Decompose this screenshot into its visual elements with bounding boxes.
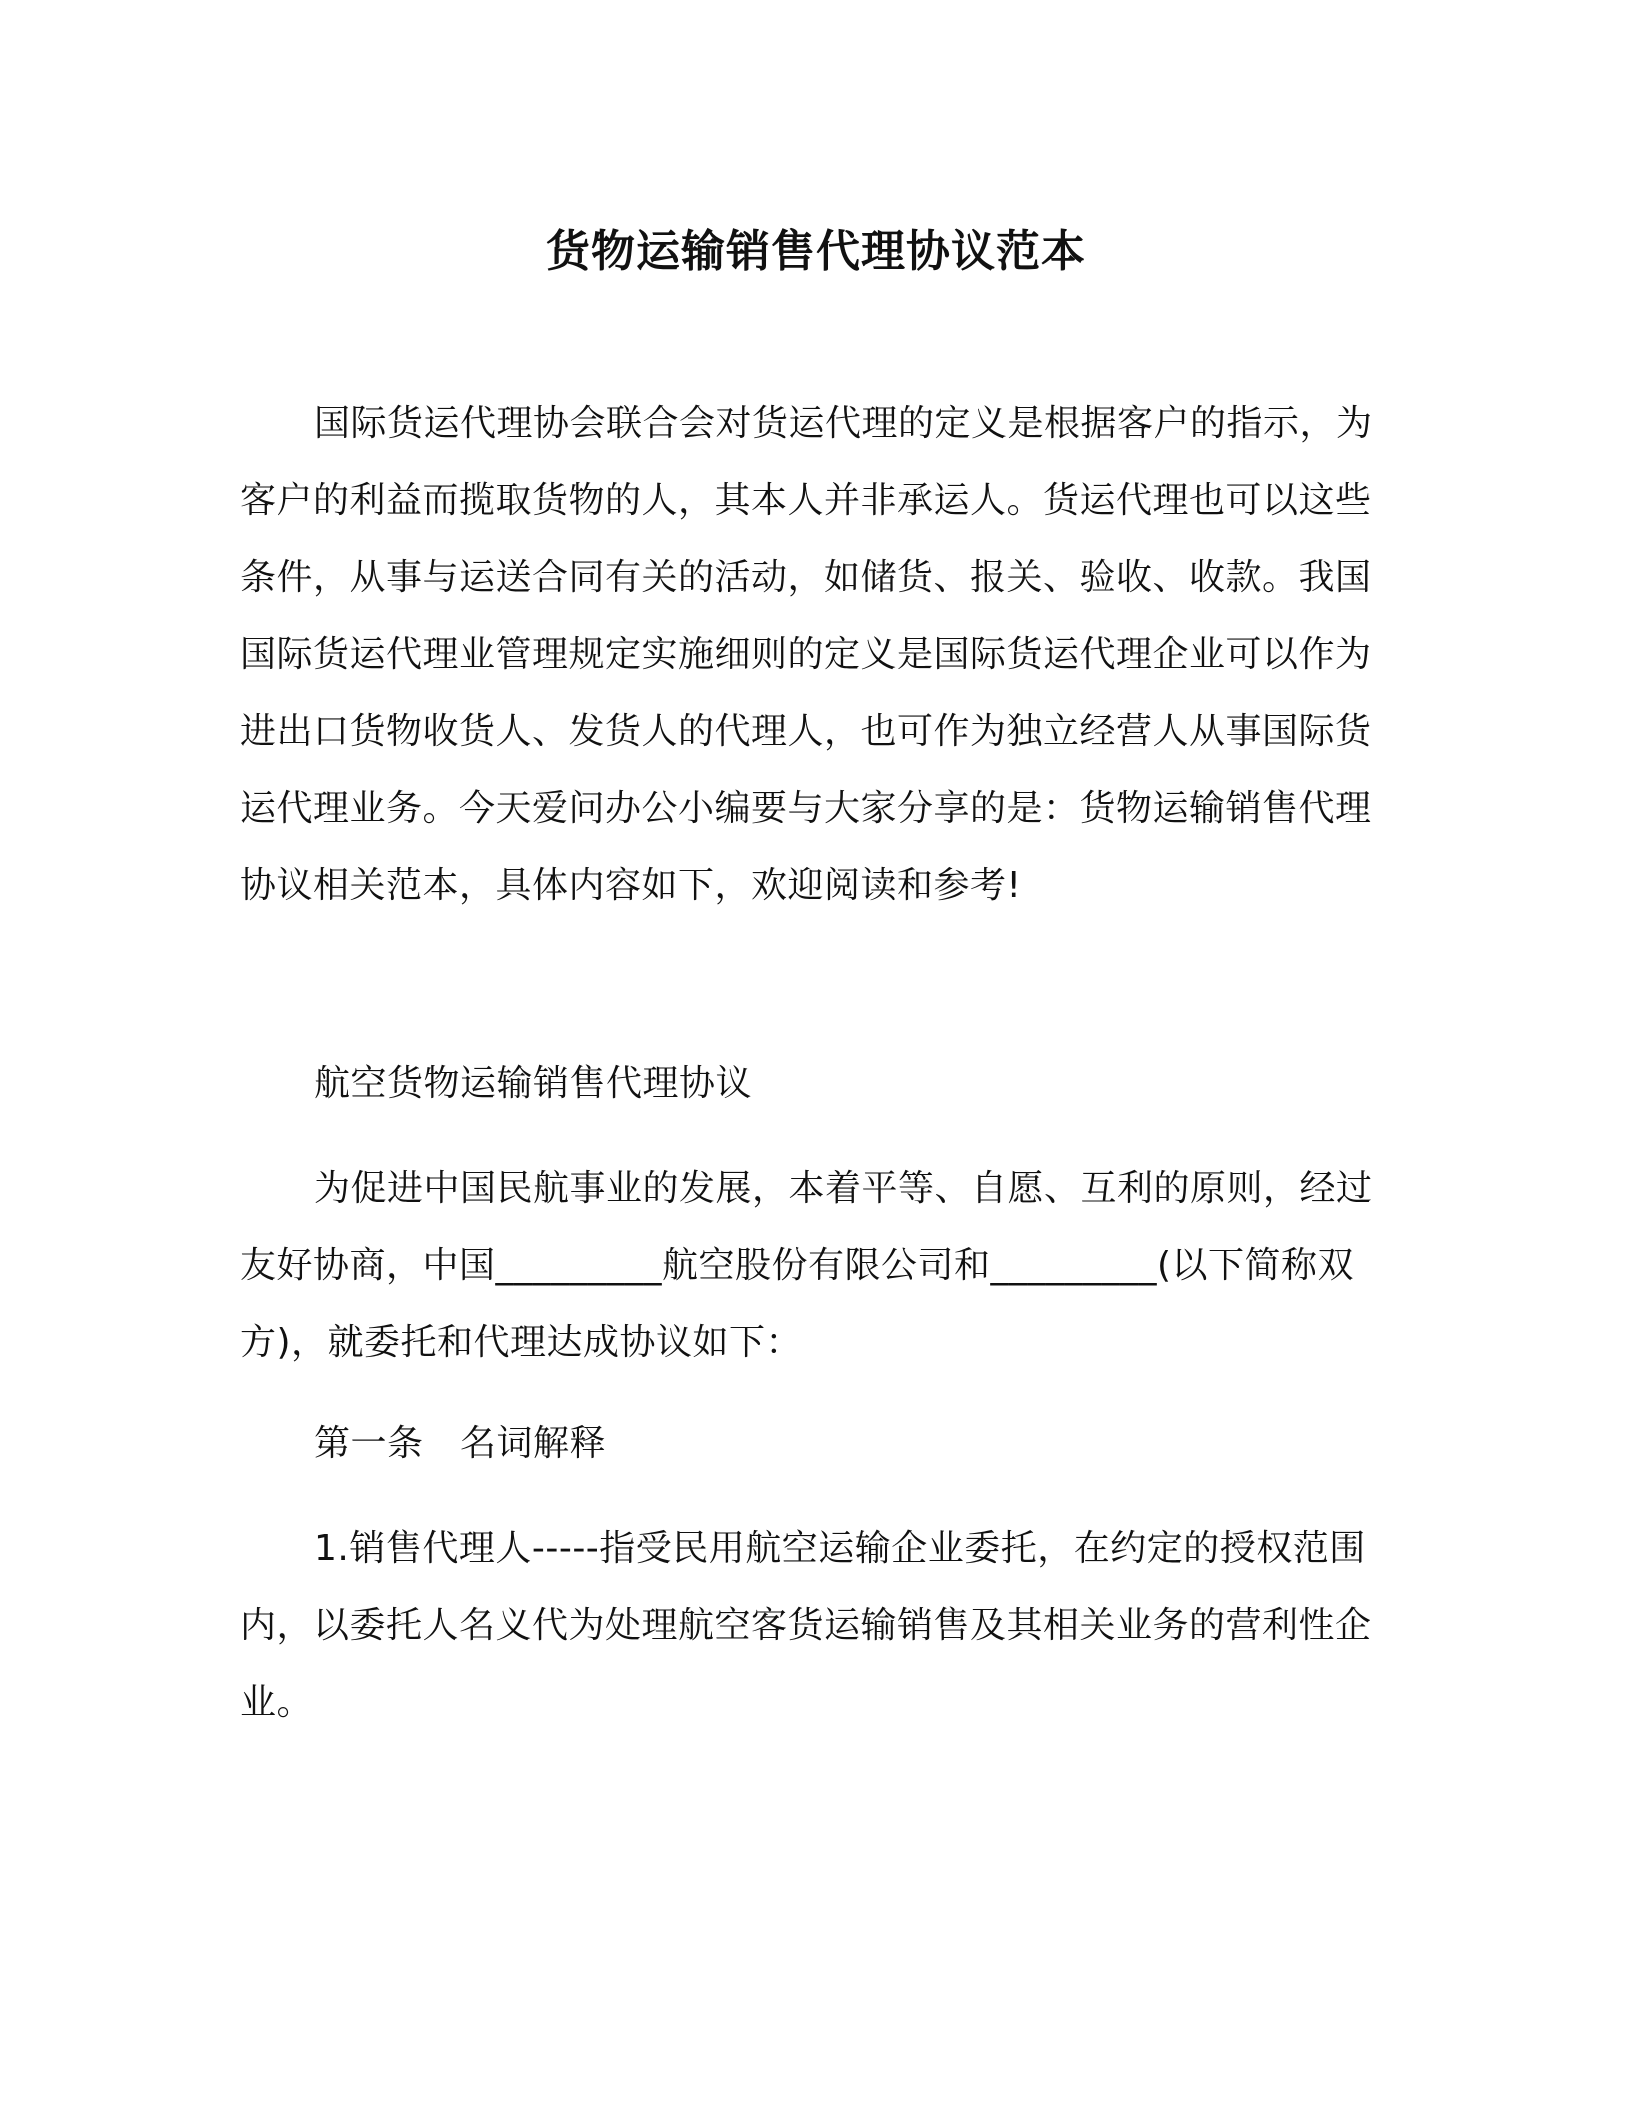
intro-paragraph: 国际货运代理协会联合会对货运代理的定义是根据客户的指示，为客户的利益而揽取货物的人，其本人并非承运人。货运代理也可以这些条件，从事与运送合同有关的活动，如储货、报关、验收、收款。我国国际货运代理业管理规定实施细则的定义是国际货运代理企业可以作为进出口货物收货人、发货人的代理人，也可作为独立经营人从事国际货运代理业务。今天爱问办公小编要与大家分享的是：货物运输销售代理协议相关范本，具体内容如下，欢迎阅读和参考!	[240, 403, 1373, 906]
document-title: 货物运输销售代理协议范本	[546, 226, 1086, 277]
article-one-heading: 第一条 名词解释	[314, 1423, 607, 1464]
preamble-paragraph: 为促进中国民航事业的发展，本着平等、自愿、互利的原则，经过友好协商，中国_________航空股份有限公司和_________(以下简称双方)，就委托和代理达成协议如下：	[240, 1168, 1373, 1363]
definition-paragraph: 1.销售代理人-----指受民用航空运输企业委托，在约定的授权范围内，以委托人名义代为处理航空客货运输销售及其相关业务的营利性企业。	[240, 1528, 1372, 1723]
agreement-heading: 航空货物运输销售代理协议	[314, 1063, 753, 1104]
